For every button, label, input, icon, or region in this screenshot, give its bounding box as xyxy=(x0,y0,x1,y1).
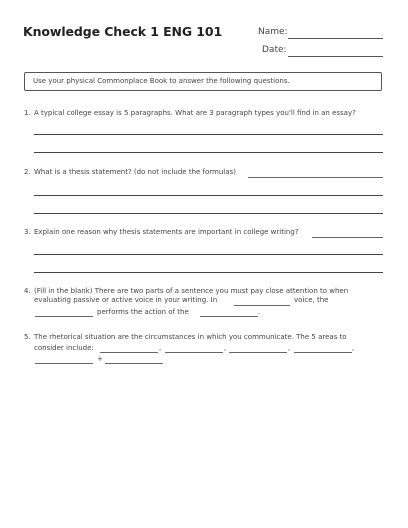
question-3-number: 3. xyxy=(24,228,31,236)
question-3-inline-blank[interactable] xyxy=(312,237,383,238)
question-4-blank-2[interactable] xyxy=(35,316,93,317)
question-4-blank-3[interactable] xyxy=(200,316,258,317)
date-label: Date: xyxy=(262,45,287,55)
question-5-line-2-start: consider include: xyxy=(34,344,94,352)
question-5-blank-2[interactable] xyxy=(165,352,223,353)
question-1-text: A typical college essay is 5 paragraphs. What are 3 paragraph types you'll find in an essay? xyxy=(34,109,356,117)
question-1-number: 1. xyxy=(24,109,31,117)
question-4-line-2-start: evaluating passive or active voice in your writing. In xyxy=(34,296,218,304)
question-2-number: 2. xyxy=(24,168,31,176)
question-5-separator-4: , xyxy=(352,344,355,352)
question-5-number: 5. xyxy=(24,333,31,341)
question-5-separator-1: , xyxy=(159,344,162,352)
question-4-line-3-end: . xyxy=(258,308,261,316)
question-4-line-3-start: performs the action of the xyxy=(97,308,189,316)
question-5-blank-3[interactable] xyxy=(229,352,287,353)
question-2-inline-blank[interactable] xyxy=(248,177,383,178)
name-field[interactable] xyxy=(288,38,383,39)
question-5-blank-1[interactable] xyxy=(100,352,158,353)
instructions-box xyxy=(24,72,382,91)
page-title: Knowledge Check 1 ENG 101 xyxy=(23,24,223,39)
question-5-blank-4[interactable] xyxy=(294,352,352,353)
question-2-answer-line-1[interactable] xyxy=(34,195,383,196)
instructions-text: Use your physical Commonplace Book to answer the following questions. xyxy=(33,77,290,85)
question-4-blank-1[interactable] xyxy=(234,305,290,306)
question-2-text: What is a thesis statement? (do not include the formulas) xyxy=(34,168,236,176)
question-4-number: 4. xyxy=(24,287,31,295)
question-1-answer-line-1[interactable] xyxy=(34,134,383,135)
question-5-line-1: The rhetorical situation are the circumstances in which you communicate. The 5 areas to xyxy=(34,333,347,341)
name-label: Name: xyxy=(258,27,288,37)
question-5-blank-5[interactable] xyxy=(35,363,93,364)
question-3-text: Explain one reason why thesis statements are important in college writing? xyxy=(34,228,299,236)
question-3-answer-line-2[interactable] xyxy=(34,272,383,273)
question-1-answer-line-2[interactable] xyxy=(34,152,383,153)
question-3-answer-line-1[interactable] xyxy=(34,254,383,255)
question-5-blank-6[interactable] xyxy=(105,363,163,364)
question-5-separator-2: , xyxy=(224,344,227,352)
question-4-line-2-end: voice, the xyxy=(294,296,329,304)
question-5-plus-sign: + xyxy=(97,355,103,363)
question-5-separator-3: , xyxy=(288,344,291,352)
question-2-answer-line-2[interactable] xyxy=(34,213,383,214)
date-field[interactable] xyxy=(288,56,383,57)
question-4-line-1: (Fill in the blank) There are two parts of a sentence you must pay close attention to when xyxy=(34,287,349,295)
